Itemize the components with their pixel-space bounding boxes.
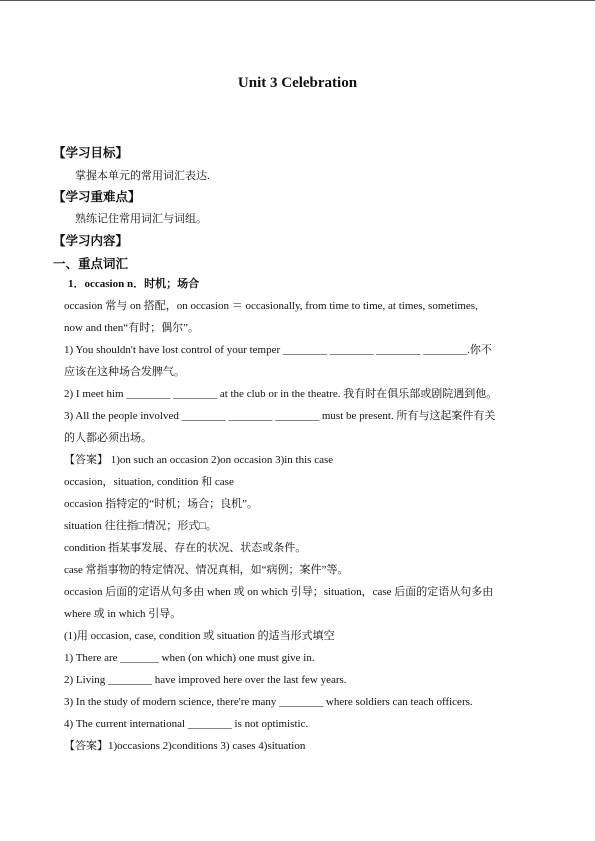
text-line: occasion，situation, condition 和 case [64,476,234,488]
page-title: Unit 3 Celebration [237,75,358,91]
exercise-line: 1) There are _______ when (on which) one must give in. [64,652,315,664]
text-line: 2) I meet him ________ ________ at the club or in the theatre. 我有时在俱乐部或剧院遇到他。 [64,388,498,400]
exercise-line: 2) Living ________ have improved here over the last few years. [64,674,347,686]
exercise-line: 3) In the study of modern science, there're many ________ where soldiers can teach officers. [64,696,473,708]
text-line: where 或 in which 引导。 [64,608,182,620]
goal-heading: 【学习目标】 [53,146,129,160]
text-line: now and then“有时；偶尔”。 [64,322,200,334]
key-heading: 【学习重难点】 [53,190,141,204]
text-line: 3) All the people involved ________ ________ ________ must be present. 所有与这起案件有关 [64,410,496,422]
exercise-line: 4) The current international ________ is not optimistic. [64,718,309,730]
answer-line: 【答案】1)occasions 2)conditions 3) cases 4)situation [64,740,306,752]
key-text: 熟练记住常用词汇与词组。 [75,213,207,225]
text-line: condition 指某事发展、存在的状况、状态或条件。 [64,542,307,554]
text-line: occasion 后面的定语从句多由 when 或 on which 引导；situation，case 后面的定语从句多由 [64,586,494,598]
text-line: 1) You shouldn't have lost control of your temper ________ ________ ________ ________.你不 [64,344,492,356]
text-line: 的人都必须出场。 [64,432,152,444]
text-line: 应该在这种场合发脾气。 [64,366,185,378]
part1-heading: 一、重点词汇 [53,257,129,271]
text-line: occasion 常与 on 搭配，on occasion ＝ occasionally, from time to time, at times, sometimes, [64,300,478,312]
text-line: situation 往往指□情况；形式□。 [64,520,217,532]
answer-line: 【答案】 1)on such an occasion 2)on occasion 3)in this case [64,454,334,466]
text-line: case 常指事物的特定情况、情况真相，如“病例；案件”等。 [64,564,349,576]
text-line: (1)用 occasion, case, condition 或 situation 的适当形式填空 [64,630,335,642]
goal-text: 掌握本单元的常用词汇表达. [75,170,210,182]
item1-heading: 1．occasion n．时机；场合 [68,278,200,290]
content-heading: 【学习内容】 [53,234,129,248]
text-line: occasion 指特定的“时机；场合；良机”。 [64,498,258,510]
